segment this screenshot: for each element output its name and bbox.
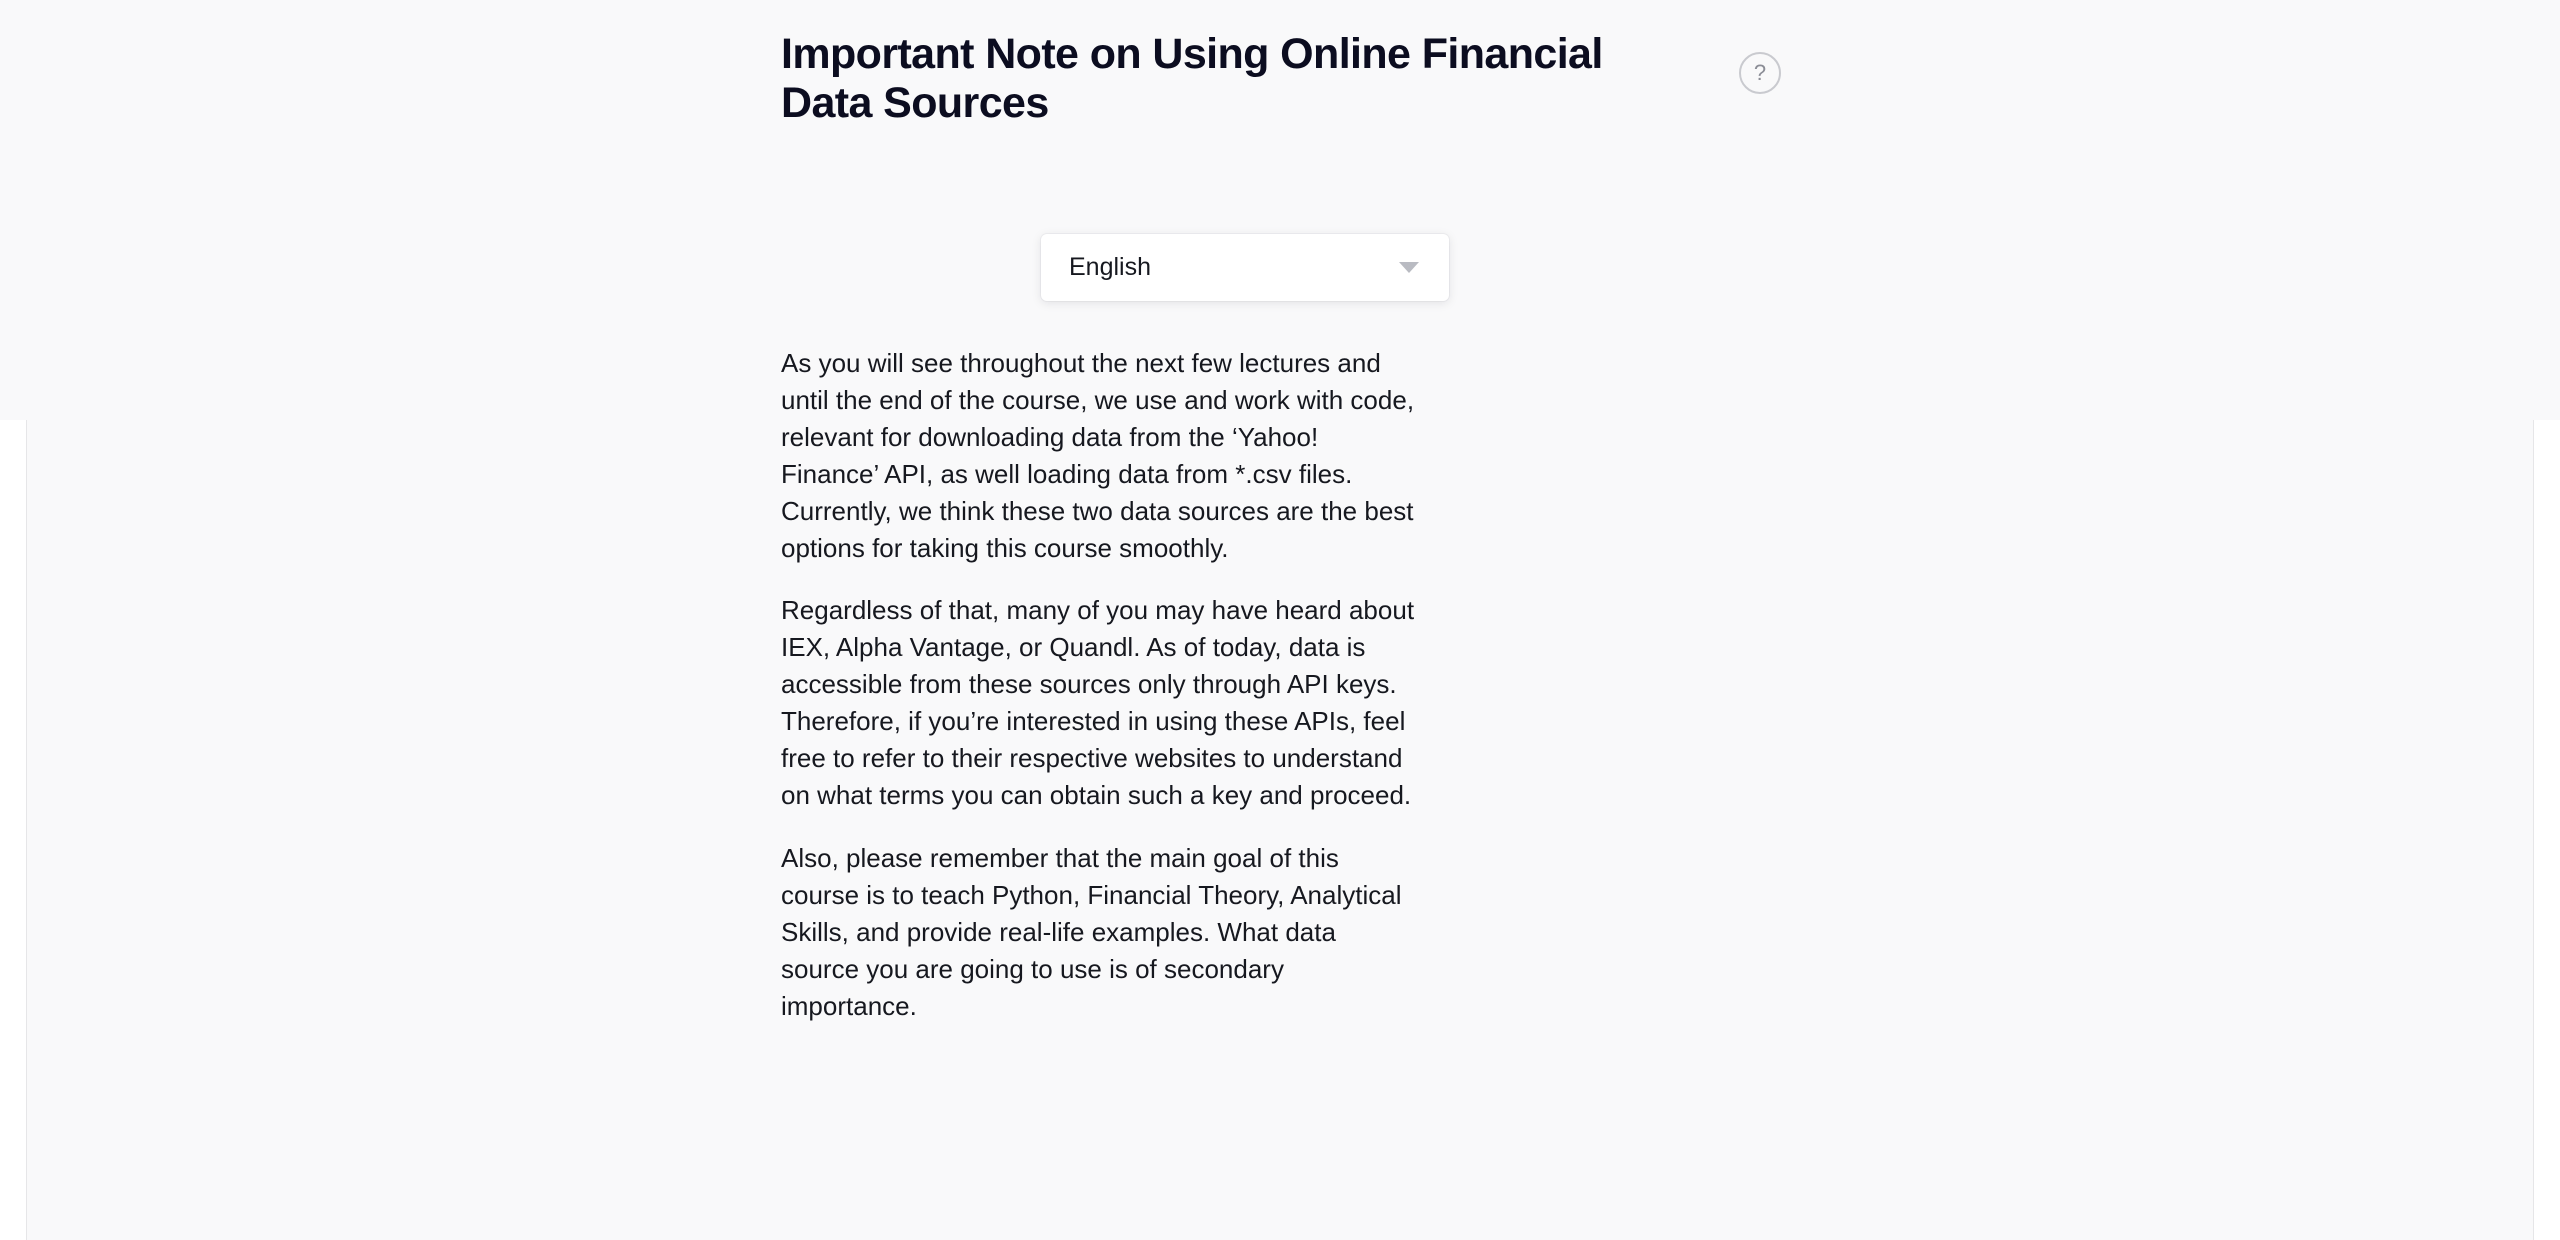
paragraph-2: Currently, we think these two data sources are the best options for taking this course smoothly. <box>781 495 1414 563</box>
paragraph-4: Also, please remember that the main goal of this course is to teach Python, Financial Theory, Analytical Skills, and provide real-life examples. What data source you are going to use is of secondary importance. <box>781 842 1402 1021</box>
paragraph-3: Regardless of that, many of you may have heard about IEX, Alpha Vantage, or Quandl. As of today, data is accessible from these sources only through API keys. Therefore, if you’re interested in using these APIs, feel free to refer to their respective websites to understand on what terms you can obtain such a key and proceed. <box>781 595 1415 810</box>
help-icon[interactable]: ? <box>1739 52 1781 94</box>
page-title: Important Note on Using Online Financial Data Sources <box>781 30 1603 128</box>
article-body <box>781 345 1421 1024</box>
language-select[interactable] <box>1041 234 1449 301</box>
right-edge-panel <box>2533 420 2560 1240</box>
title-row <box>781 30 1781 128</box>
paragraph-1: As you will see throughout the next few lectures and until the end of the course, we use and work with code, relevant for downloading data from the ‘Yahoo! Finance’ API, as well loading data from *.csv files. <box>781 348 1415 489</box>
language-select-value: English <box>1069 253 1151 281</box>
left-edge-panel <box>0 420 27 1240</box>
content-column <box>781 0 1781 1240</box>
chevron-down-icon <box>1399 262 1419 273</box>
